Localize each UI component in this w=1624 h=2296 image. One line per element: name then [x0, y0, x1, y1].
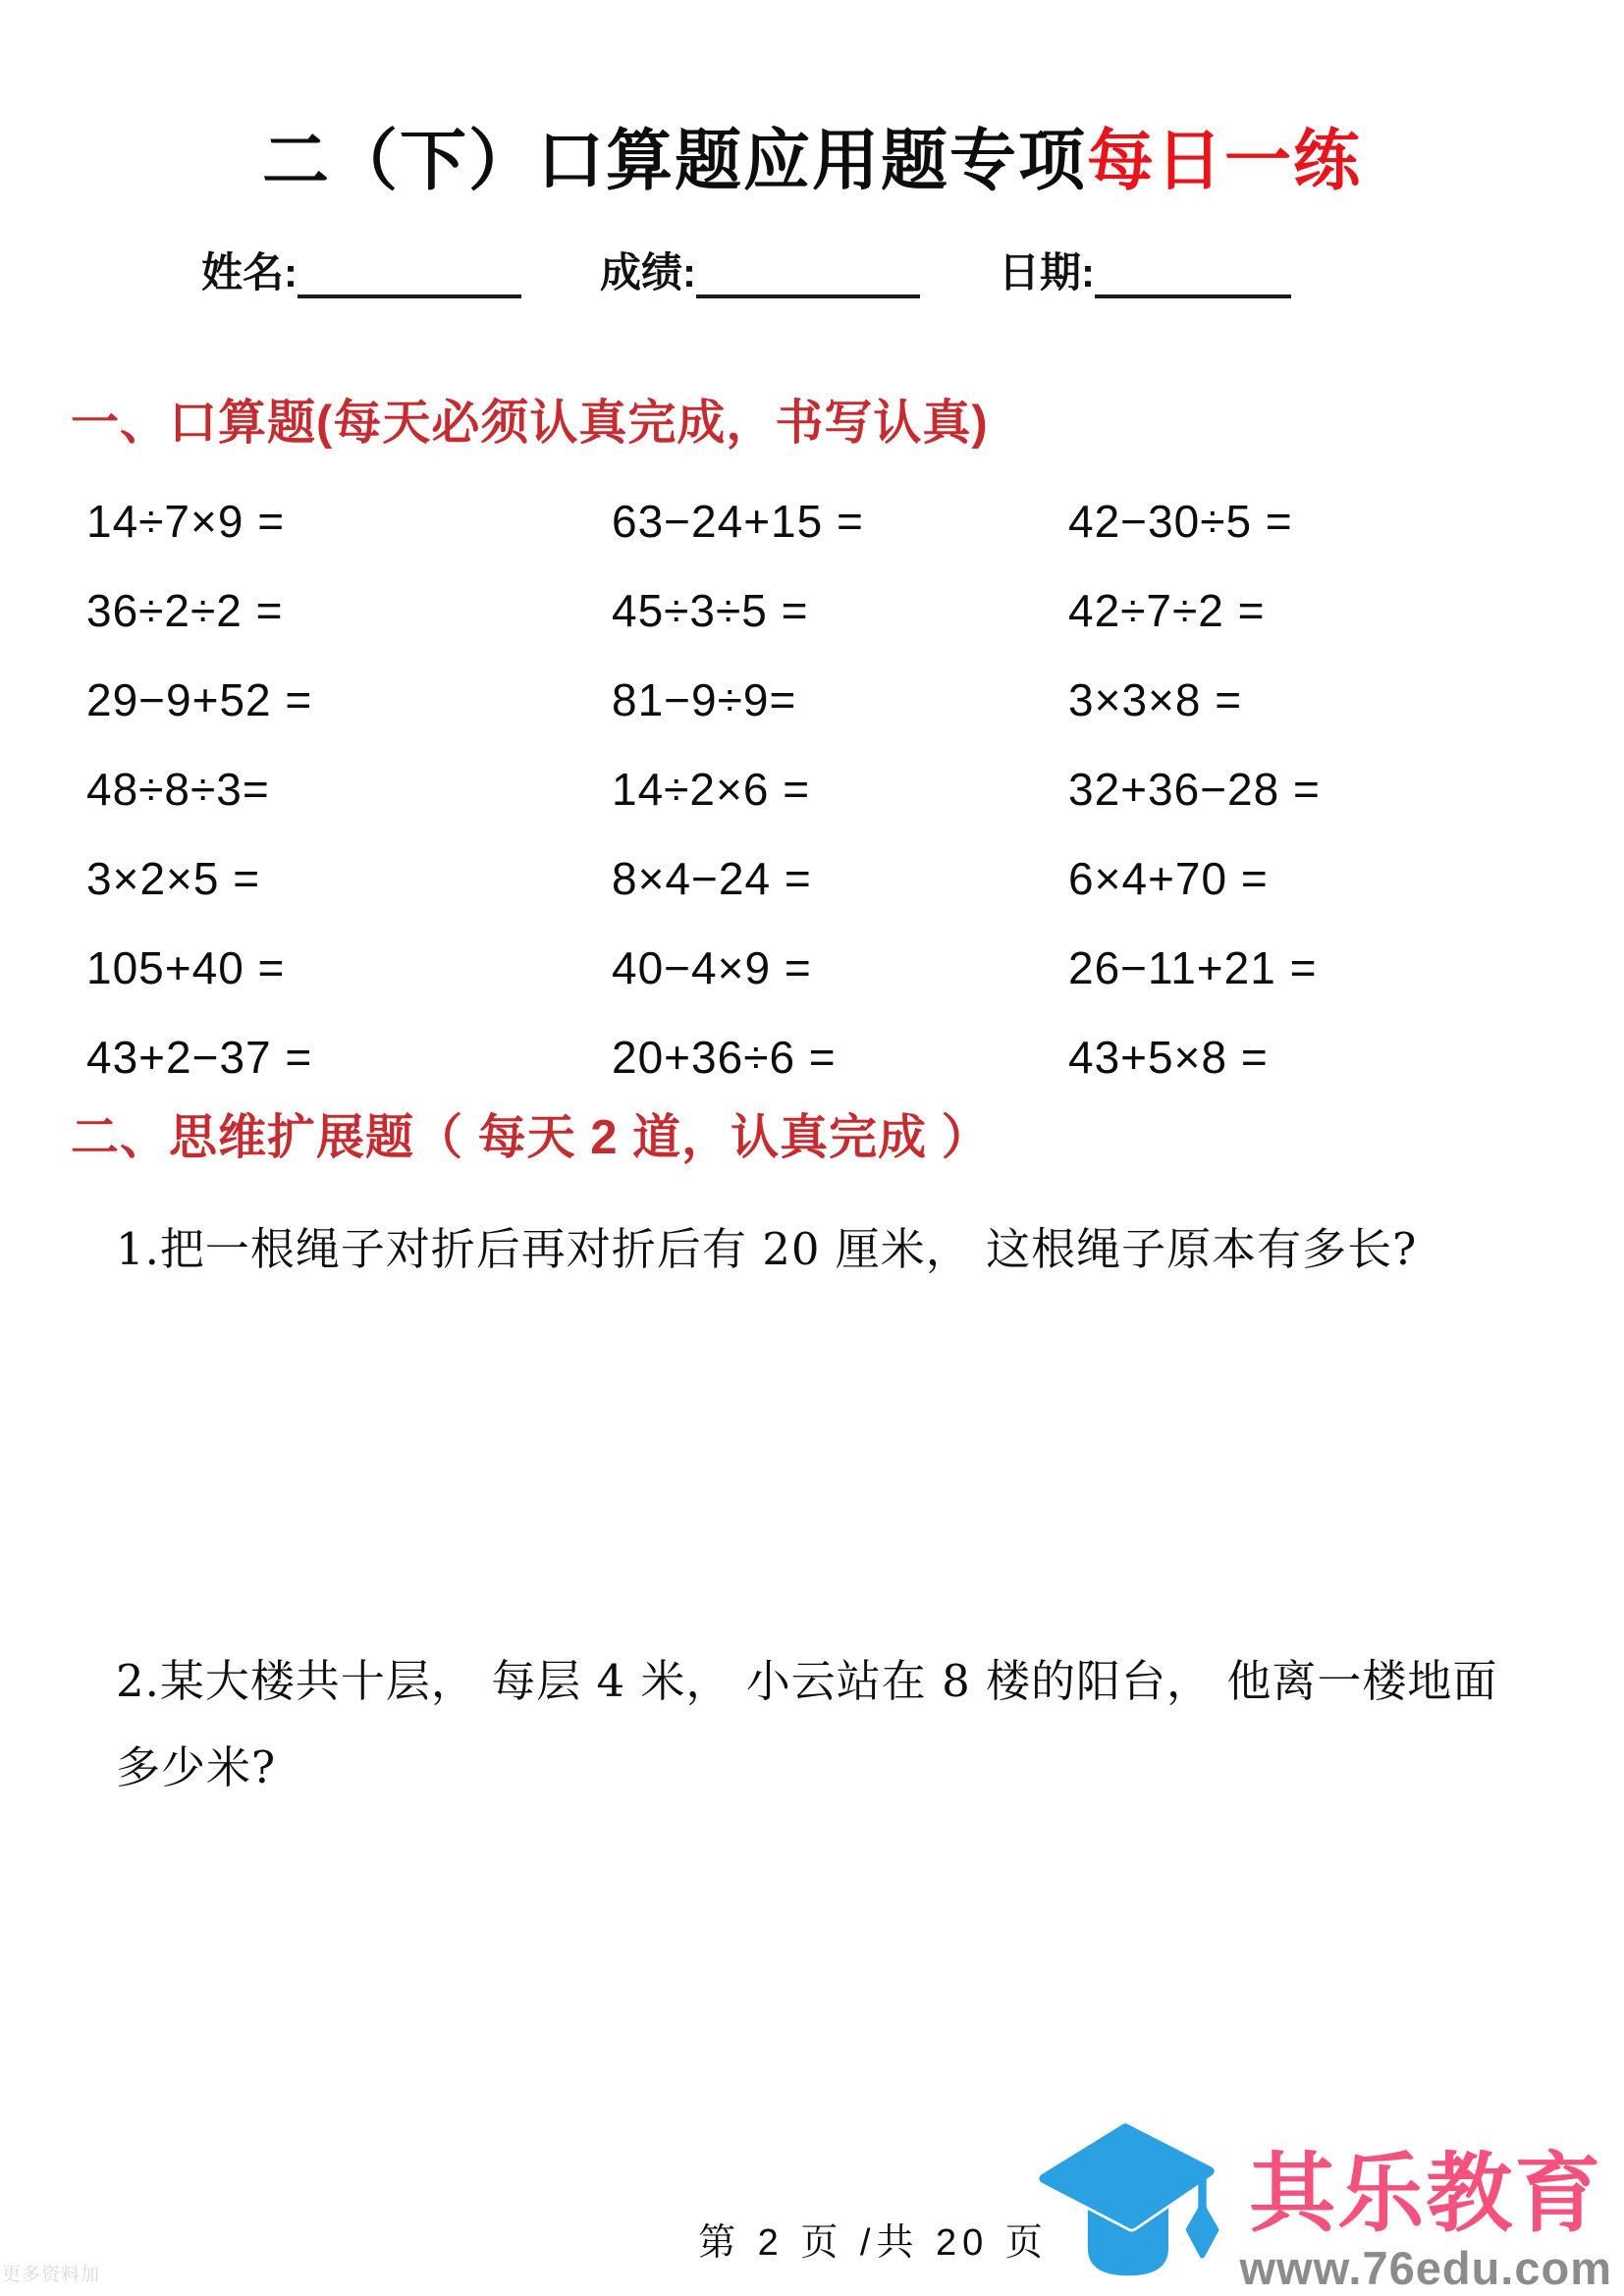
- oral-problem: 14÷7×9 =: [86, 495, 286, 547]
- score-field-label: 成绩:: [600, 249, 696, 295]
- oral-problem: 26−11+21 =: [1068, 941, 1318, 993]
- oral-problems-grid: [86, 476, 1540, 1101]
- score-field-blank: [696, 253, 920, 298]
- oral-problem: 3×3×8 =: [1068, 673, 1243, 725]
- watermark-text: 更多资料加: [2, 2265, 101, 2285]
- student-info-row: [201, 247, 1291, 298]
- page-title: [0, 120, 1624, 202]
- oral-problem: 20+36÷6 =: [612, 1031, 837, 1083]
- oral-problem: 43+2−37 =: [86, 1031, 313, 1083]
- name-field: [201, 247, 521, 298]
- section-1-heading: 一、口算题(每天必须认真完成，书写认真): [71, 397, 989, 450]
- oral-problem: 42÷7÷2 =: [1068, 584, 1266, 636]
- oral-problem: 36÷2÷2 =: [86, 584, 284, 636]
- oral-problem: 42−30÷5 =: [1068, 495, 1293, 547]
- oral-problem: 29−9+52 =: [86, 673, 313, 725]
- page-title-red: 每日一练: [1087, 124, 1363, 198]
- section-2-heading: 二、思维扩展题（ 每天 2 道，认真完成 ）: [71, 1111, 991, 1164]
- date-field-blank: [1095, 253, 1291, 298]
- score-field: [600, 247, 920, 298]
- brand-text-block: [1239, 2147, 1612, 2294]
- word-problem-2: 2.某大楼共十层， 每层 4 米， 小云站在 8 楼的阳台， 他离一楼地面多少米?: [116, 1655, 1498, 1793]
- oral-problem: 48÷8÷3=: [86, 763, 270, 815]
- oral-problem: 6×4+70 =: [1068, 852, 1269, 904]
- name-field-blank: [298, 253, 521, 298]
- brand-logo: [1031, 2105, 1612, 2294]
- date-field-label: 日期:: [999, 249, 1095, 295]
- word-problem-1: 1.把一根绳子对折后再对折后有 20 厘米， 这根绳子原本有多长?: [116, 1223, 1418, 1275]
- graduation-cap-icon: [1031, 2105, 1223, 2294]
- name-field-label: 姓名:: [201, 249, 298, 295]
- oral-problem: 105+40 =: [86, 941, 286, 993]
- oral-problem: 43+5×8 =: [1068, 1031, 1269, 1083]
- brand-name: 其乐教育: [1249, 2145, 1603, 2242]
- oral-problem: 8×4−24 =: [612, 852, 812, 904]
- answer-space: [116, 1374, 1490, 1649]
- oral-problem: 14÷2×6 =: [612, 763, 811, 815]
- oral-problem: 3×2×5 =: [86, 852, 261, 904]
- page-title-black: 二（下）口算题应用题专项: [261, 124, 1087, 198]
- oral-problem: 63−24+15 =: [612, 495, 864, 547]
- oral-problem: 45÷3÷5 =: [612, 584, 809, 636]
- footer-page-indicator: 第 2 页 /共 20 页: [698, 2222, 1049, 2264]
- oral-problem: 40−4×9 =: [612, 941, 812, 993]
- oral-problem: 32+36−28 =: [1068, 763, 1321, 815]
- date-field: [999, 247, 1291, 298]
- oral-problem: 81−9÷9=: [612, 673, 797, 725]
- brand-url: www.76edu.com: [1239, 2242, 1612, 2294]
